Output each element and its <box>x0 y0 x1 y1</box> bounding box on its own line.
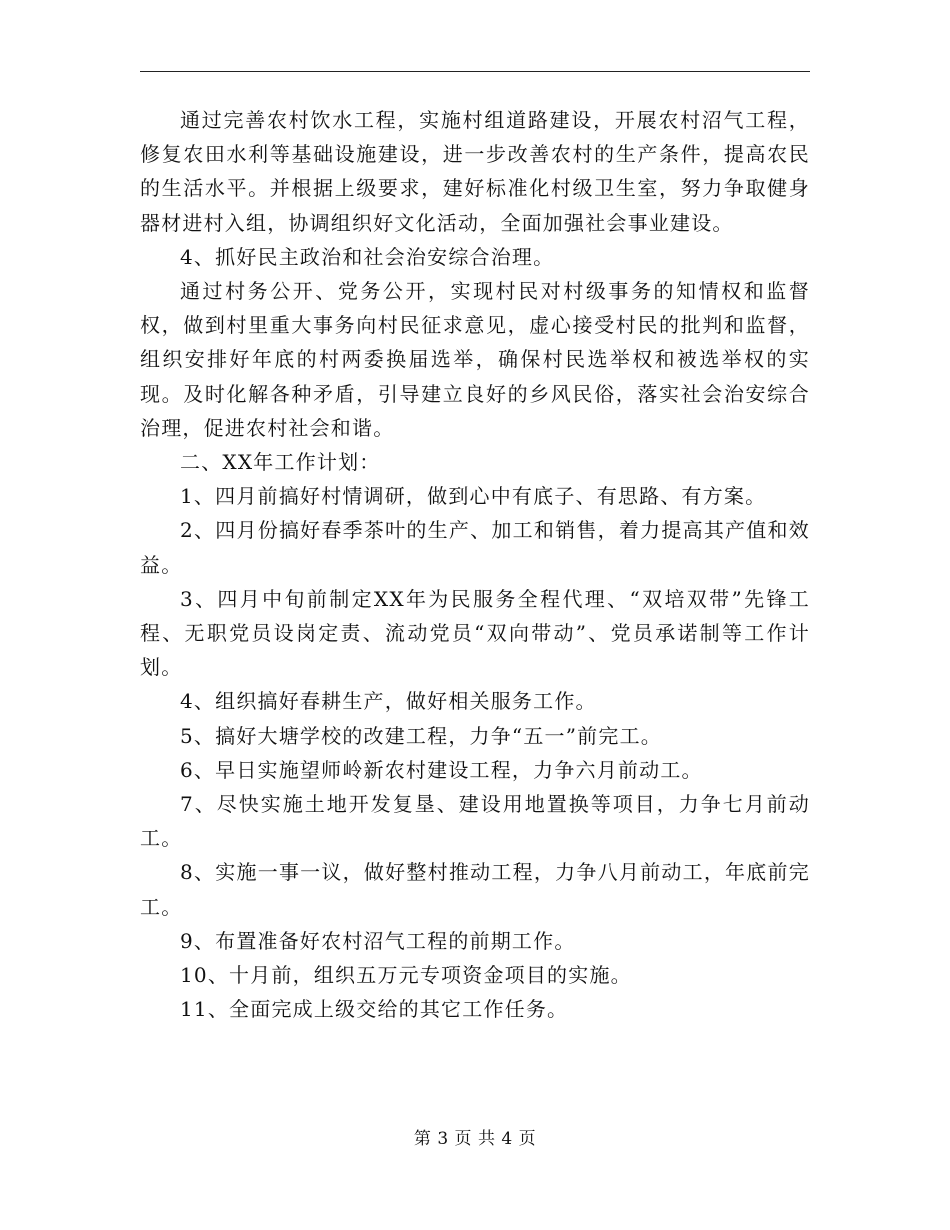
plan-item-11: 11、全面完成上级交给的其它工作任务。 <box>180 997 569 1022</box>
plan-item-7: 7、尽快实施土地开发复垦、建设用地置换等项目，力争七月前动工。 <box>140 792 810 851</box>
plan-item-3: 3、四月中旬前制定XX年为民服务全程代理、“双培双带”先锋工程、无职党员设岗定责、流动党员“双向带动”、党员承诺制等工作计划。 <box>140 586 810 680</box>
plan-item-8: 8、实施一事一议，做好整村推动工程，力争八月前动工，年底前完工。 <box>140 860 810 919</box>
paragraph-democracy: 通过村务公开、党务公开，实现村民对村级事务的知情权和监督权，做到村里重大事务向村民征求意见，虚心接受村民的批判和监督，组织安排好年底的村两委换届选举，确保村民选举权和被选举权的实现。及时化解各种矛盾，引导建立良好的乡风民俗，落实社会治安综合治理，促进农村社会和谐。 <box>140 279 810 440</box>
page-number: 第 3 页 共 4 页 <box>413 1129 537 1149</box>
plan-item-6: 6、早日实施望师岭新农村建设工程，力争六月前动工。 <box>180 757 703 782</box>
plan-item-10: 10、十月前，组织五万元专项资金项目的实施。 <box>180 963 632 988</box>
plan-item-4: 4、组织搞好春耕生产，做好相关服务工作。 <box>180 689 597 714</box>
paragraph-infrastructure: 通过完善农村饮水工程，实施村组道路建设，开展农村沼气工程，修复农田水利等基础设施建设，进一步改善农村的生产条件，提高农民的生活水平。并根据上级要求，建好标准化村级卫生室，努力争取健身器材进村入组，协调组织好文化活动，全面加强社会事业建设。 <box>140 108 810 235</box>
header-rule <box>140 71 810 72</box>
plan-item-5: 5、搞好大塘学校的改建工程，力争“五一”前完工。 <box>180 723 662 748</box>
section-heading-work-plan: 二、XX年工作计划： <box>180 450 381 475</box>
paragraph-item-4-heading: 4、抓好民主政治和社会治安综合治理。 <box>180 244 555 269</box>
plan-item-2: 2、四月份搞好春季茶叶的生产、加工和销售，着力提高其产值和效益。 <box>140 518 810 577</box>
plan-item-9: 9、布置准备好农村沼气工程的前期工作。 <box>180 928 576 953</box>
page-footer <box>0 1124 950 1149</box>
plan-item-1: 1、四月前搞好村情调研，做到心中有底子、有思路、有方案。 <box>180 484 767 509</box>
document-body <box>140 103 810 1026</box>
